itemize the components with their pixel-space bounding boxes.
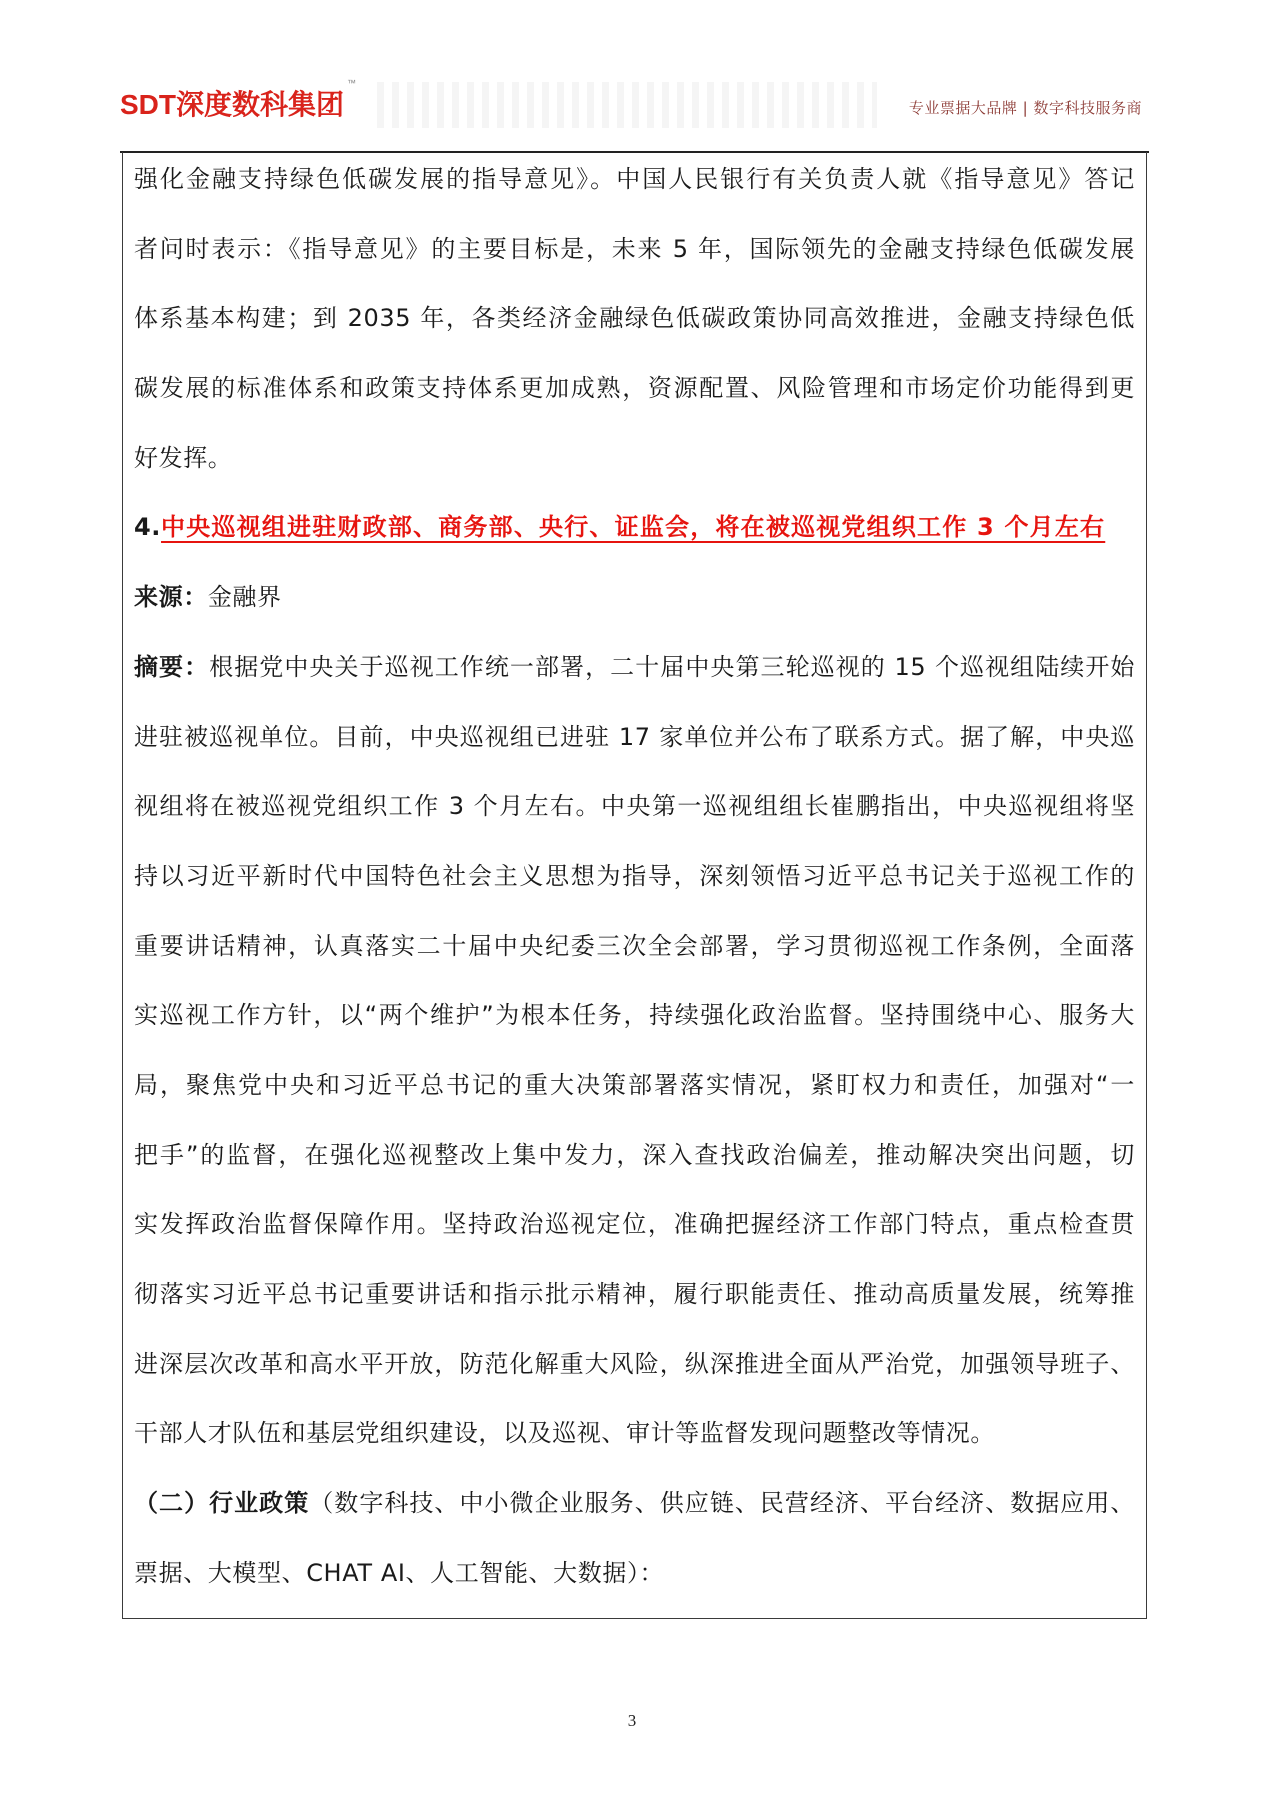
news-item-title: 中央巡视组进驻财政部、商务部、央行、证监会，将在被巡视党组织工作 3 个月左右 <box>161 513 1106 542</box>
summary-line: 彻落实习近平总书记重要讲话和指示批示精神，履行职能责任、推动高质量发展，统筹推 <box>134 1280 1135 1308</box>
header-background-stripes <box>377 82 877 128</box>
summary-line: 把手”的监督，在强化巡视整改上集中发力，深入查找政治偏差，推动解决突出问题，切 <box>134 1140 1135 1169</box>
source-line <box>134 563 1135 633</box>
summary-line: 重要讲话精神，认真落实二十届中央纪委三次全会部署，学习贯彻巡视工作条例，全面落 <box>134 931 1135 960</box>
summary-text: 根据党中央关于巡视工作统一部署，二十届中央第三轮巡视的 15 个巡视组陆续开始 <box>209 652 1135 681</box>
section-topics: （数字科技、中小微企业服务、供应链、民营经济、平台经济、数据应用、 <box>309 1489 1135 1518</box>
paragraph-line: 强化金融支持绿色低碳发展的指导意见》。中国人民银行有关负责人就《指导意见》答记 <box>134 165 1135 193</box>
logo-text: SDT深度数科集团 <box>120 89 345 120</box>
news-item-number: 4. <box>134 513 162 542</box>
page-number: 3 <box>627 1711 637 1730</box>
paragraph-line: 者问时表示：《指导意见》的主要目标是，未来 5 年，国际领先的金融支持绿色低碳发展 <box>134 234 1135 263</box>
company-logo <box>120 78 357 122</box>
article-body <box>134 145 1135 1608</box>
summary-line: 实发挥政治监督保障作用。坚持政治巡视定位，准确把握经济工作部门特点，重点检查贯 <box>134 1210 1135 1239</box>
news-item-heading <box>134 493 1135 563</box>
summary-line: 视组将在被巡视党组织工作 3 个月左右。中央第一巡视组组长崔鹏指出，中央巡视组将坚 <box>134 792 1135 821</box>
source-value: 金融界 <box>207 583 282 612</box>
header-tagline: 专业票据大品牌 | 数字科技服务商 <box>908 99 1142 117</box>
trademark-mark: ™ <box>347 78 357 88</box>
paragraph-line: 好发挥。 <box>134 443 233 472</box>
section-heading-line: 票据、大模型、CHAT AI、人工智能、大数据）： <box>134 1558 665 1587</box>
summary-label: 摘要： <box>134 652 210 681</box>
section-heading-line <box>134 1469 1135 1539</box>
summary-line <box>134 633 1135 703</box>
summary-line: 干部人才队伍和基层党组织建设，以及巡视、审计等监督发现问题整改等情况。 <box>134 1419 995 1448</box>
section-label: （二）行业政策 <box>134 1489 310 1518</box>
summary-line: 持以习近平新时代中国特色社会主义思想为指导，深刻领悟习近平总书记关于巡视工作的 <box>134 861 1135 890</box>
summary-line: 局，聚焦党中央和习近平总书记的重大决策部署落实情况，紧盯权力和责任，加强对“一 <box>134 1070 1135 1099</box>
paragraph-line: 碳发展的标准体系和政策支持体系更加成熟，资源配置、风险管理和市场定价功能得到更 <box>134 374 1135 403</box>
source-label: 来源： <box>134 583 208 612</box>
summary-line: 进深层次改革和高水平开放，防范化解重大风险，纵深推进全面从严治党，加强领导班子、 <box>134 1349 1135 1378</box>
paragraph-line: 体系基本构建；到 2035 年，各类经济金融绿色低碳政策协同高效推进，金融支持绿色低 <box>134 304 1135 333</box>
summary-line: 进驻被巡视单位。目前，中央巡视组已进驻 17 家单位并公布了联系方式。据了解，中央巡 <box>134 722 1135 751</box>
summary-line: 实巡视工作方针，以“两个维护”为根本任务，持续强化政治监督。坚持围绕中心、服务大 <box>134 1001 1135 1030</box>
